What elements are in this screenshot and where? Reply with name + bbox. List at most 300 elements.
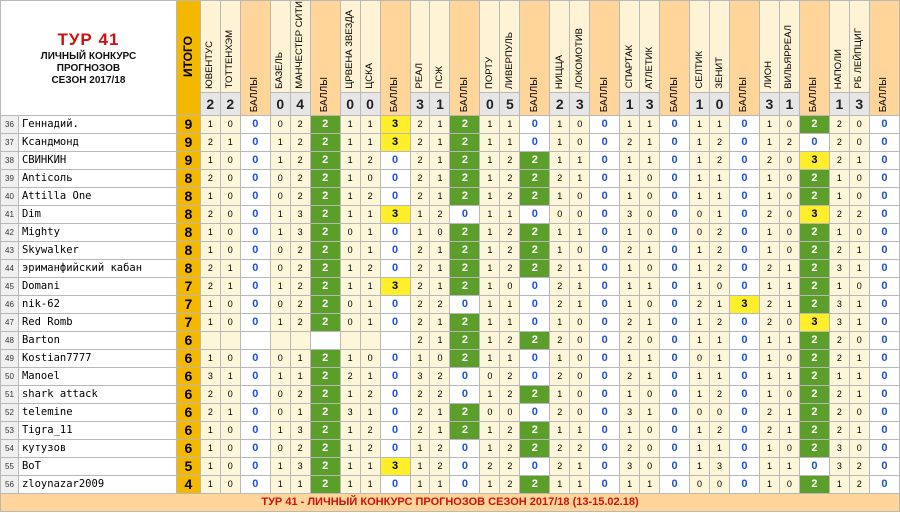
predicted-home: 1 bbox=[200, 439, 220, 457]
match-points: 0 bbox=[660, 223, 690, 241]
predicted-away: 1 bbox=[640, 115, 660, 133]
predicted-away: 2 bbox=[360, 439, 380, 457]
match-points: 0 bbox=[520, 313, 550, 331]
predicted-away: 1 bbox=[430, 133, 450, 151]
predicted-away: 0 bbox=[640, 205, 660, 223]
predicted-home: 2 bbox=[550, 277, 570, 295]
match-points: 2 bbox=[310, 421, 340, 439]
match-points: 2 bbox=[310, 475, 340, 493]
match-points: 2 bbox=[799, 295, 829, 313]
total-points: 7 bbox=[176, 313, 200, 331]
participant-name: СВИНКИН bbox=[18, 151, 176, 169]
match-points: 0 bbox=[730, 169, 760, 187]
match-points: 0 bbox=[730, 187, 760, 205]
match-points: 2 bbox=[310, 151, 340, 169]
predicted-home: 1 bbox=[200, 457, 220, 475]
predicted-away: 3 bbox=[290, 205, 310, 223]
predicted-away: 2 bbox=[290, 277, 310, 295]
predicted-home: 1 bbox=[270, 475, 290, 493]
predicted-home: 1 bbox=[340, 187, 360, 205]
match-points: 0 bbox=[660, 331, 690, 349]
predicted-away: 0 bbox=[570, 349, 590, 367]
predicted-away: 0 bbox=[849, 331, 869, 349]
predicted-home: 0 bbox=[270, 349, 290, 367]
title-line3: ПРОГНОЗОВ bbox=[56, 62, 121, 74]
match-points: 2 bbox=[799, 115, 829, 133]
match-points: 0 bbox=[240, 349, 270, 367]
participant-row bbox=[1, 313, 900, 331]
predicted-home: 1 bbox=[480, 295, 500, 313]
predicted-home: 1 bbox=[550, 115, 570, 133]
participant-row bbox=[1, 331, 900, 349]
participant-row bbox=[1, 205, 900, 223]
predicted-home: 2 bbox=[410, 421, 430, 439]
predicted-away: 0 bbox=[640, 169, 660, 187]
predicted-away: 2 bbox=[500, 223, 520, 241]
predicted-home: 1 bbox=[759, 223, 779, 241]
actual-away-score: 0 bbox=[360, 92, 380, 115]
predicted-home: 2 bbox=[829, 205, 849, 223]
predicted-home: 1 bbox=[550, 241, 570, 259]
match-points: 0 bbox=[520, 349, 550, 367]
match-points: 0 bbox=[730, 205, 760, 223]
predicted-home: 1 bbox=[829, 187, 849, 205]
bally-label: БАЛЛЫ bbox=[389, 76, 401, 112]
match-points: 0 bbox=[730, 331, 760, 349]
predicted-home: 2 bbox=[829, 115, 849, 133]
match-points: 2 bbox=[520, 439, 550, 457]
predicted-away: 1 bbox=[360, 367, 380, 385]
predicted-away: 1 bbox=[710, 205, 730, 223]
predicted-home: 1 bbox=[690, 331, 710, 349]
team-away-header bbox=[360, 1, 380, 93]
predicted-away: 0 bbox=[430, 349, 450, 367]
total-points: 8 bbox=[176, 187, 200, 205]
match-points: 0 bbox=[730, 403, 760, 421]
participant-row bbox=[1, 403, 900, 421]
match-points: 0 bbox=[590, 277, 620, 295]
predicted-away: 2 bbox=[290, 241, 310, 259]
match-points: 0 bbox=[590, 133, 620, 151]
team-away-name: ТОТТЕНХЭМ bbox=[224, 30, 236, 89]
match-points: 0 bbox=[450, 439, 480, 457]
match-points: 0 bbox=[869, 349, 899, 367]
predicted-home: 1 bbox=[480, 115, 500, 133]
team-home-name: БАЗЕЛЬ bbox=[274, 51, 286, 89]
match-points: 0 bbox=[869, 421, 899, 439]
predicted-away: 1 bbox=[710, 295, 730, 313]
predicted-away: 1 bbox=[360, 475, 380, 493]
match-points: 2 bbox=[799, 439, 829, 457]
predicted-home: 1 bbox=[620, 151, 640, 169]
predicted-home: 1 bbox=[340, 277, 360, 295]
actual-away-score: 3 bbox=[640, 92, 660, 115]
predicted-away: 1 bbox=[570, 295, 590, 313]
predicted-home: 2 bbox=[410, 169, 430, 187]
predicted-home: 1 bbox=[550, 133, 570, 151]
predicted-away: 0 bbox=[640, 439, 660, 457]
participant-name: zloynazar2009 bbox=[18, 475, 176, 493]
predicted-home: 2 bbox=[410, 403, 430, 421]
predicted-away: 1 bbox=[779, 457, 799, 475]
predicted-home: 1 bbox=[690, 439, 710, 457]
predicted-away: 1 bbox=[710, 349, 730, 367]
predicted-home: 1 bbox=[410, 475, 430, 493]
predicted-away: 2 bbox=[710, 313, 730, 331]
predicted-away: 1 bbox=[290, 475, 310, 493]
actual-away-score: 4 bbox=[290, 92, 310, 115]
match-points: 0 bbox=[869, 277, 899, 295]
participant-row bbox=[1, 115, 900, 133]
match-points: 0 bbox=[590, 439, 620, 457]
predicted-away: 0 bbox=[570, 385, 590, 403]
predicted-home: 2 bbox=[410, 277, 430, 295]
predicted-home: 1 bbox=[480, 475, 500, 493]
predicted-away: 0 bbox=[570, 205, 590, 223]
predicted-away: 2 bbox=[500, 259, 520, 277]
bally-label: БАЛЛЫ bbox=[528, 76, 540, 112]
tournament-title bbox=[1, 1, 177, 116]
predicted-home: 2 bbox=[690, 295, 710, 313]
predicted-home: 1 bbox=[690, 241, 710, 259]
predicted-away: 1 bbox=[430, 475, 450, 493]
predicted-home: 0 bbox=[690, 223, 710, 241]
participant-name: Skywalker bbox=[18, 241, 176, 259]
participant-row bbox=[1, 421, 900, 439]
predicted-away: 2 bbox=[290, 313, 310, 331]
match-points: 0 bbox=[380, 475, 410, 493]
participant-row bbox=[1, 457, 900, 475]
match-points: 0 bbox=[240, 475, 270, 493]
predicted-home: 1 bbox=[410, 223, 430, 241]
predicted-home: 1 bbox=[759, 349, 779, 367]
match-points: 3 bbox=[799, 205, 829, 223]
predicted-home: 1 bbox=[480, 349, 500, 367]
total-points: 5 bbox=[176, 457, 200, 475]
match-points: 0 bbox=[660, 169, 690, 187]
predicted-away: 2 bbox=[500, 385, 520, 403]
row-number: 41 bbox=[1, 205, 19, 223]
predicted-away: 2 bbox=[849, 457, 869, 475]
match-points: 0 bbox=[590, 331, 620, 349]
match-points: 0 bbox=[660, 367, 690, 385]
predicted-away: 0 bbox=[640, 223, 660, 241]
bally-header bbox=[660, 1, 690, 116]
predicted-home: 1 bbox=[759, 331, 779, 349]
row-number: 46 bbox=[1, 295, 19, 313]
predicted-home: 2 bbox=[759, 295, 779, 313]
predicted-home: 2 bbox=[620, 331, 640, 349]
actual-home-score: 2 bbox=[550, 92, 570, 115]
predicted-away: 0 bbox=[779, 151, 799, 169]
participant-row bbox=[1, 295, 900, 313]
match-points: 2 bbox=[799, 169, 829, 187]
match-points: 0 bbox=[660, 277, 690, 295]
match-points: 0 bbox=[380, 223, 410, 241]
match-points: 0 bbox=[730, 241, 760, 259]
match-points: 0 bbox=[799, 133, 829, 151]
predicted-away: 2 bbox=[710, 223, 730, 241]
actual-home-score: 3 bbox=[410, 92, 430, 115]
match-points: 0 bbox=[730, 385, 760, 403]
predicted-home: 1 bbox=[690, 367, 710, 385]
predicted-home: 1 bbox=[480, 223, 500, 241]
match-points: 0 bbox=[730, 259, 760, 277]
predicted-home: 1 bbox=[270, 421, 290, 439]
predicted-home: 1 bbox=[200, 223, 220, 241]
predicted-away: 0 bbox=[849, 187, 869, 205]
predicted-home: 2 bbox=[550, 331, 570, 349]
team-away-header bbox=[779, 1, 799, 93]
predicted-home: 2 bbox=[550, 367, 570, 385]
predicted-away: 1 bbox=[430, 151, 450, 169]
predicted-away: 0 bbox=[220, 241, 240, 259]
bally-header bbox=[520, 1, 550, 116]
predicted-home: 1 bbox=[690, 151, 710, 169]
footer-row bbox=[1, 493, 900, 511]
match-points: 0 bbox=[730, 475, 760, 493]
predicted-away: 0 bbox=[570, 403, 590, 421]
total-points: 6 bbox=[176, 439, 200, 457]
actual-home-score: 1 bbox=[620, 92, 640, 115]
footer-text: ТУР 41 - ЛИЧНЫЙ КОНКУРС ПРОГНОЗОВ СЕЗОН 2017/18 (13-15.02.18) bbox=[1, 493, 900, 511]
title-line2: ЛИЧНЫЙ КОНКУРС bbox=[40, 50, 137, 62]
match-points: 0 bbox=[590, 349, 620, 367]
team-home-header bbox=[690, 1, 710, 93]
predicted-home: 3 bbox=[829, 439, 849, 457]
predicted-home: 0 bbox=[550, 205, 570, 223]
match-points: 0 bbox=[869, 475, 899, 493]
participant-name: кутузов bbox=[18, 439, 176, 457]
match-points: 3 bbox=[799, 151, 829, 169]
predicted-home: 1 bbox=[759, 241, 779, 259]
bally-label: БАЛЛЫ bbox=[249, 76, 261, 112]
team-away-header bbox=[290, 1, 310, 93]
predicted-away: 1 bbox=[430, 277, 450, 295]
predicted-away: 1 bbox=[360, 457, 380, 475]
predicted-away: 1 bbox=[430, 313, 450, 331]
predicted-away: 1 bbox=[430, 421, 450, 439]
predicted-home: 1 bbox=[620, 187, 640, 205]
predicted-away: 0 bbox=[640, 457, 660, 475]
match-points: 0 bbox=[660, 151, 690, 169]
match-points: 0 bbox=[380, 439, 410, 457]
predicted-home: 2 bbox=[410, 385, 430, 403]
predicted-home: 2 bbox=[829, 385, 849, 403]
team-away-header bbox=[220, 1, 240, 93]
predicted-away: 1 bbox=[779, 421, 799, 439]
predicted-away: 1 bbox=[849, 151, 869, 169]
match-points: 2 bbox=[310, 187, 340, 205]
predicted-home: 1 bbox=[340, 259, 360, 277]
bally-header bbox=[869, 1, 899, 116]
bally-label: БАЛЛЫ bbox=[319, 76, 331, 112]
predicted-away: 0 bbox=[570, 367, 590, 385]
match-points: 0 bbox=[730, 151, 760, 169]
participant-row bbox=[1, 151, 900, 169]
match-points: 0 bbox=[380, 403, 410, 421]
predicted-home: 2 bbox=[200, 403, 220, 421]
predicted-home: 0 bbox=[480, 367, 500, 385]
match-points: 0 bbox=[730, 439, 760, 457]
predicted-home: 1 bbox=[410, 439, 430, 457]
match-points: 2 bbox=[799, 475, 829, 493]
predicted-away: 0 bbox=[220, 151, 240, 169]
match-points: 2 bbox=[520, 421, 550, 439]
team-away-header bbox=[430, 1, 450, 93]
predicted-home: 1 bbox=[200, 241, 220, 259]
match-points: 0 bbox=[240, 457, 270, 475]
match-points bbox=[240, 331, 270, 349]
predicted-home: 2 bbox=[829, 421, 849, 439]
actual-home-score: 0 bbox=[480, 92, 500, 115]
predicted-home: 3 bbox=[620, 457, 640, 475]
predicted-away: 2 bbox=[710, 259, 730, 277]
match-points: 0 bbox=[240, 385, 270, 403]
bally-label: БАЛЛЫ bbox=[598, 76, 610, 112]
team-home-name: СПАРТАК bbox=[623, 45, 635, 89]
predicted-away: 2 bbox=[360, 259, 380, 277]
match-points: 3 bbox=[730, 295, 760, 313]
predicted-away: 0 bbox=[220, 115, 240, 133]
match-points: 2 bbox=[310, 115, 340, 133]
match-points: 0 bbox=[520, 367, 550, 385]
participant-name: Геннадий. bbox=[18, 115, 176, 133]
match-points: 0 bbox=[869, 295, 899, 313]
predicted-home: 2 bbox=[759, 205, 779, 223]
predicted-home: 1 bbox=[759, 385, 779, 403]
predicted-away: 1 bbox=[290, 367, 310, 385]
predicted-home: 0 bbox=[270, 259, 290, 277]
predicted-away: 0 bbox=[220, 313, 240, 331]
predicted-away: 1 bbox=[710, 331, 730, 349]
match-points: 2 bbox=[450, 349, 480, 367]
predicted-away: 2 bbox=[430, 205, 450, 223]
predicted-away: 1 bbox=[500, 295, 520, 313]
match-points bbox=[310, 331, 340, 349]
match-points: 0 bbox=[240, 133, 270, 151]
match-points: 0 bbox=[869, 403, 899, 421]
predicted-away: 1 bbox=[710, 169, 730, 187]
predicted-away: 0 bbox=[710, 475, 730, 493]
predicted-away: 0 bbox=[220, 169, 240, 187]
predicted-home: 1 bbox=[829, 169, 849, 187]
predicted-away: 2 bbox=[710, 133, 730, 151]
predicted-home: 2 bbox=[340, 367, 360, 385]
predicted-home: 2 bbox=[410, 151, 430, 169]
predicted-home: 1 bbox=[759, 367, 779, 385]
participant-name: Red Romb bbox=[18, 313, 176, 331]
predicted-away: 1 bbox=[220, 133, 240, 151]
predicted-home: 0 bbox=[340, 241, 360, 259]
team-away-header bbox=[570, 1, 590, 93]
predicted-home: 1 bbox=[270, 205, 290, 223]
predicted-home: 2 bbox=[829, 349, 849, 367]
predicted-home: 1 bbox=[340, 151, 360, 169]
team-home-header bbox=[759, 1, 779, 93]
team-away-name: ЛИВЕРПУЛЬ bbox=[503, 31, 515, 89]
predicted-away: 1 bbox=[570, 475, 590, 493]
predicted-away: 0 bbox=[500, 403, 520, 421]
match-points: 2 bbox=[450, 133, 480, 151]
row-number: 40 bbox=[1, 187, 19, 205]
predicted-home: 1 bbox=[480, 439, 500, 457]
predicted-away: 0 bbox=[570, 241, 590, 259]
total-points: 8 bbox=[176, 241, 200, 259]
bally-header bbox=[799, 1, 829, 116]
predicted-away: 1 bbox=[640, 349, 660, 367]
match-points: 0 bbox=[869, 367, 899, 385]
predicted-away: 1 bbox=[710, 367, 730, 385]
match-points: 3 bbox=[799, 313, 829, 331]
predicted-home: 2 bbox=[550, 403, 570, 421]
predicted-away: 0 bbox=[849, 403, 869, 421]
predicted-away: 1 bbox=[710, 115, 730, 133]
match-points: 2 bbox=[310, 259, 340, 277]
total-points: 4 bbox=[176, 475, 200, 493]
match-points: 0 bbox=[660, 259, 690, 277]
team-away-name: ПСЖ bbox=[433, 66, 445, 89]
predicted-away: 0 bbox=[570, 187, 590, 205]
match-points: 0 bbox=[380, 313, 410, 331]
predicted-home: 1 bbox=[550, 187, 570, 205]
predicted-home: 1 bbox=[340, 457, 360, 475]
team-away-name: МАНЧЕСТЕР СИТИ bbox=[294, 1, 306, 89]
actual-home-score: 1 bbox=[829, 92, 849, 115]
team-away-name: ЦСКА bbox=[364, 63, 376, 89]
predicted-home: 1 bbox=[759, 187, 779, 205]
predicted-away: 2 bbox=[290, 295, 310, 313]
predicted-home: 2 bbox=[550, 457, 570, 475]
match-points: 0 bbox=[869, 187, 899, 205]
predicted-away: 2 bbox=[500, 367, 520, 385]
predicted-home: 2 bbox=[759, 259, 779, 277]
predicted-home: 1 bbox=[480, 133, 500, 151]
match-points: 0 bbox=[450, 457, 480, 475]
predicted-home: 1 bbox=[690, 115, 710, 133]
row-number: 52 bbox=[1, 403, 19, 421]
predicted-away: 1 bbox=[640, 133, 660, 151]
participant-name: BoT bbox=[18, 457, 176, 475]
team-away-header bbox=[500, 1, 520, 93]
predicted-home: 1 bbox=[690, 385, 710, 403]
match-points: 0 bbox=[730, 115, 760, 133]
predicted-home: 1 bbox=[270, 367, 290, 385]
row-number: 54 bbox=[1, 439, 19, 457]
match-points: 0 bbox=[869, 169, 899, 187]
participant-name: Domani bbox=[18, 277, 176, 295]
predicted-away: 3 bbox=[290, 457, 310, 475]
predicted-away: 0 bbox=[220, 457, 240, 475]
team-home-header bbox=[620, 1, 640, 93]
predicted-home: 1 bbox=[480, 169, 500, 187]
match-points: 2 bbox=[520, 241, 550, 259]
team-home-name: РЕАЛ bbox=[414, 63, 425, 89]
predicted-home: 0 bbox=[690, 475, 710, 493]
predicted-home: 1 bbox=[270, 277, 290, 295]
match-points: 0 bbox=[520, 133, 550, 151]
predicted-home: 1 bbox=[270, 133, 290, 151]
predicted-home: 3 bbox=[620, 403, 640, 421]
predicted-away: 2 bbox=[290, 151, 310, 169]
match-points bbox=[380, 331, 410, 349]
predicted-home: 1 bbox=[340, 385, 360, 403]
match-points: 2 bbox=[799, 421, 829, 439]
team-away-header bbox=[710, 1, 730, 93]
predicted-home: 1 bbox=[550, 475, 570, 493]
row-number: 42 bbox=[1, 223, 19, 241]
match-points: 0 bbox=[240, 439, 270, 457]
